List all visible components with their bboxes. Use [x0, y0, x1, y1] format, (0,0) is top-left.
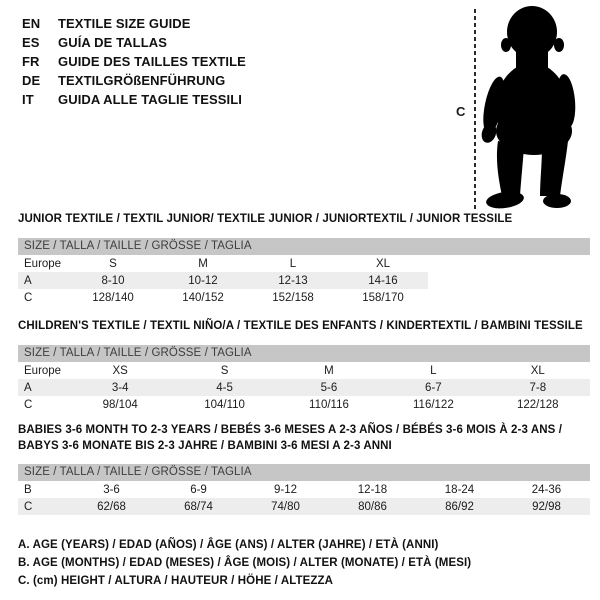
size-header-bar: SIZE / TALLA / TAILLE / GRÖSSE / TAGLIA	[18, 345, 590, 362]
language-row-fr	[22, 52, 246, 71]
language-title: TEXTILGRÖßENFÜHRUNG	[58, 73, 226, 88]
table-cell: M	[324, 364, 334, 377]
height-measure-label: C	[456, 104, 466, 119]
table-cell: 18-24	[444, 483, 475, 496]
table-cell: 86/92	[445, 500, 474, 513]
language-code: FR	[22, 54, 40, 69]
language-title: GUÍA DE TALLAS	[58, 35, 168, 50]
table-row	[18, 498, 590, 515]
language-code: DE	[22, 73, 41, 88]
table-cell: 6-9	[190, 483, 207, 496]
language-row-de	[22, 71, 246, 90]
footnotes	[18, 536, 471, 590]
junior-textile-section	[18, 212, 590, 306]
language-row-es	[22, 33, 246, 52]
hero-section	[0, 0, 600, 212]
table-cell: B	[24, 483, 32, 496]
toddler-silhouette-icon	[480, 3, 595, 210]
height-dashed-line	[474, 9, 476, 209]
table-cell: L	[430, 364, 437, 377]
table-cell: 140/152	[182, 291, 224, 304]
language-row-it	[22, 90, 246, 109]
table-cell: 6-7	[425, 381, 442, 394]
table-cell: M	[198, 257, 208, 270]
language-code: IT	[22, 92, 34, 107]
children-size-table	[18, 362, 590, 413]
junior-table-title: JUNIOR TEXTILE / TEXTIL JUNIOR/ TEXTILE JUNIOR / JUNIORTEXTIL / JUNIOR TESSILE	[18, 213, 513, 225]
table-cell: 128/140	[92, 291, 134, 304]
table-row	[18, 362, 590, 379]
table-row	[18, 272, 428, 289]
table-cell: 68/74	[184, 500, 213, 513]
note-age-months: B. AGE (MONTHS) / EDAD (MESES) / ÂGE (MOIS) / ALTER (MONATE) / ETÀ (MESI)	[18, 557, 472, 569]
table-cell: XL	[530, 364, 545, 377]
babies-textile-section	[18, 422, 590, 515]
table-cell: 3-4	[111, 381, 129, 394]
table-cell: 92/98	[532, 500, 561, 513]
table-cell: 8-10	[101, 274, 125, 287]
table-cell: 80/86	[358, 500, 387, 513]
size-header-bar: SIZE / TALLA / TAILLE / GRÖSSE / TAGLIA	[18, 464, 590, 481]
table-row	[18, 379, 590, 396]
table-row	[18, 255, 428, 272]
language-code: ES	[22, 35, 40, 50]
table-cell: L	[289, 257, 297, 270]
note-age-years: A. AGE (YEARS) / EDAD (AÑOS) / ÂGE (ANS) / ALTER (JAHRE) / ETÀ (ANNI)	[18, 539, 439, 551]
table-cell: 116/122	[413, 398, 454, 411]
table-cell: C	[24, 291, 33, 304]
table-row	[18, 289, 428, 306]
babies-table-title-line2: BABYS 3-6 MONATE BIS 2-3 JAHRE / BAMBINI 3-6 MESI A 2-3 ANNI	[18, 440, 392, 452]
tables-area	[18, 212, 590, 515]
note-height-cm: C. (cm) HEIGHT / ALTURA / HAUTEUR / HÖHE / ALTEZZA	[18, 575, 334, 587]
babies-table-title-line1: BABIES 3-6 MONTH TO 2-3 YEARS / BEBÉS 3-6 MESES A 2-3 AÑOS / BÉBÉS 3-6 MOIS À 2-3 ANS /	[18, 424, 562, 436]
table-cell: 98/104	[102, 398, 138, 411]
table-cell: 152/158	[272, 291, 314, 304]
table-cell: 14-16	[368, 274, 398, 287]
table-cell: C	[24, 398, 33, 411]
table-cell: 74/80	[271, 500, 300, 513]
language-row-en	[22, 14, 246, 33]
table-cell: Europe	[24, 257, 62, 270]
table-cell: A	[24, 381, 32, 394]
table-cell: XS	[112, 364, 128, 377]
table-cell: 10-12	[188, 274, 218, 287]
language-title: GUIDA ALLE TAGLIE TESSILI	[58, 92, 243, 107]
table-cell: 12-18	[357, 483, 388, 496]
table-cell: S	[220, 364, 229, 377]
table-cell: 122/128	[516, 398, 559, 411]
table-row	[18, 396, 590, 413]
table-cell: A	[24, 274, 32, 287]
children-table-title: CHILDREN'S TEXTILE / TEXTIL NIÑO/A / TEXTILE DES ENFANTS / KINDERTEXTIL / BAMBINI TESSILE	[18, 320, 583, 332]
language-list	[22, 14, 246, 109]
table-cell: 62/68	[97, 500, 126, 513]
language-title: GUIDE DES TAILLES TEXTILE	[58, 54, 246, 69]
junior-size-table	[18, 255, 428, 306]
table-cell: Europe	[24, 364, 62, 377]
children-textile-section	[18, 319, 590, 413]
table-cell: 110/116	[309, 398, 349, 411]
table-cell: 158/170	[362, 291, 404, 304]
babies-table-title	[18, 422, 590, 454]
table-cell: C	[24, 500, 33, 513]
language-title: TEXTILE SIZE GUIDE	[58, 16, 191, 31]
table-cell: S	[109, 257, 117, 270]
table-cell: 104/110	[204, 398, 245, 411]
size-header-bar: SIZE / TALLA / TAILLE / GRÖSSE / TAGLIA	[18, 238, 590, 255]
language-code: EN	[22, 16, 41, 31]
table-cell: 5-6	[320, 381, 338, 394]
table-cell: 24-36	[531, 483, 562, 496]
babies-size-table	[18, 481, 590, 515]
table-row	[18, 481, 590, 498]
table-cell: 3-6	[103, 483, 120, 496]
table-cell: 9-12	[273, 483, 298, 496]
table-cell: 4-5	[216, 381, 233, 394]
height-figure	[448, 3, 600, 212]
table-cell: 12-13	[278, 274, 308, 287]
table-cell: 7-8	[529, 381, 547, 394]
table-cell: XL	[375, 257, 391, 270]
